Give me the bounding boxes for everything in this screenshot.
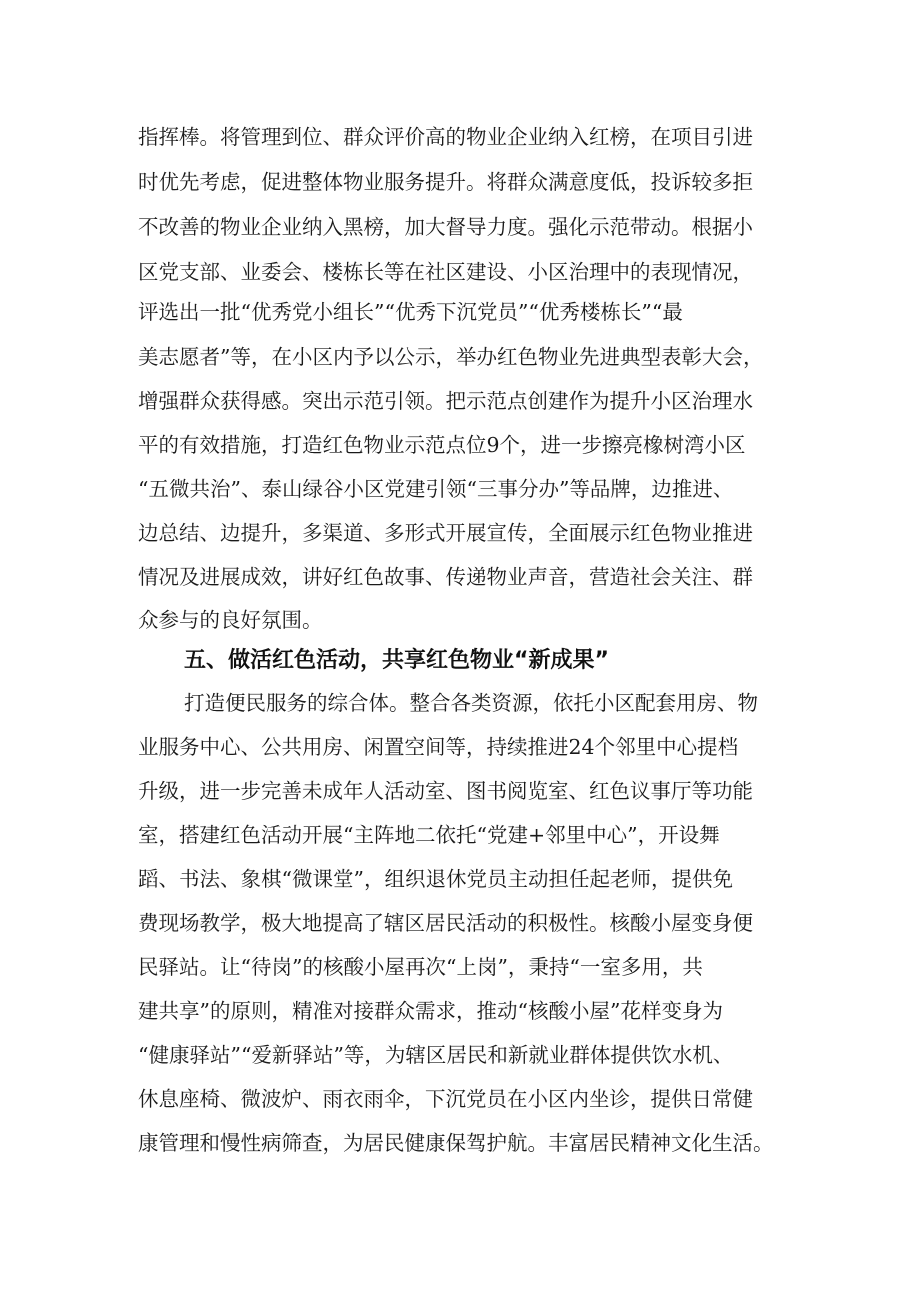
text-line: 业服务中心、公共用房、闲置空间等，持续推进24个邻里中心提档 — [138, 735, 739, 759]
text-line: 不改善的物业企业纳入黑榜，加大督导力度。强化示范带动。根据小 — [138, 215, 753, 239]
text-line: 升级，进一步完善未成年人活动室、图书阅览室、红色议事厅等功能 — [138, 779, 753, 803]
text-line: 时优先考虑，促进整体物业服务提升。将群众满意度低，投诉较多拒 — [138, 170, 753, 194]
text-line: 美志愿者”等，在小区内予以公示，举办红色物业先进典型表彰大会， — [138, 345, 764, 369]
text-line: 建共享”的原则，精准对接群众需求，推动“核酸小屋”花样变身为 — [138, 999, 723, 1023]
text-line: 指挥棒。将管理到位、群众评价高的物业企业纳入红榜，在项目引进 — [138, 125, 753, 149]
text-line: 休息座椅、微波炉、雨衣雨伞，下沉党员在小区内坐诊，提供日常健 — [138, 1087, 753, 1111]
text-line: “五微共治”、泰山绿谷小区党建引领“三事分办”等品牌，边推进、 — [138, 477, 734, 501]
section-heading: 五、做活红色活动，共享红色物业“新成果” — [184, 648, 609, 673]
text-line: 情况及进展成效，讲好红色故事、传递物业声音，营造社会关注、群 — [138, 565, 753, 589]
text-line: 众参与的良好氛围。 — [138, 608, 323, 632]
text-line: 打造便民服务的综合体。整合各类资源，依托小区配套用房、物 — [184, 691, 758, 715]
text-line: 室，搭建红色活动开展“主阵地二依托“党建+邻里中心”，开设舞 — [138, 823, 720, 847]
text-line: 民驿站。让“待岗”的核酸小屋再次“上岗”，秉持“一室多用，共 — [138, 955, 703, 979]
text-line: 蹈、书法、象棋“微课堂”，组织退休党员主动担任起老师，提供免 — [138, 867, 733, 891]
text-line: 边总结、边提升，多渠道、多形式开展宣传，全面展示红色物业推进 — [138, 521, 753, 545]
text-line: 费现场教学，极大地提高了辖区居民活动的积极性。核酸小屋变身便 — [138, 911, 753, 935]
text-line: 区党支部、业委会、楼栋长等在社区建设、小区治理中的表现情况， — [138, 260, 753, 284]
text-line: 增强群众获得感。突出示范引领。把示范点创建作为提升小区治理水 — [138, 389, 753, 413]
text-line: 评选出一批“优秀党小组长”“优秀下沉党员”“优秀楼栋长”“最 — [138, 300, 683, 324]
text-line: 平的有效措施，打造红色物业示范点位9个，进一步擦亮橡树湾小区 — [138, 433, 746, 457]
text-line: “健康驿站”“爱新驿站”等，为辖区居民和新就业群体提供饮水机、 — [138, 1043, 734, 1067]
text-line: 康管理和慢性病筛查，为居民健康保驾护航。丰富居民精神文化生活。 — [138, 1131, 774, 1155]
